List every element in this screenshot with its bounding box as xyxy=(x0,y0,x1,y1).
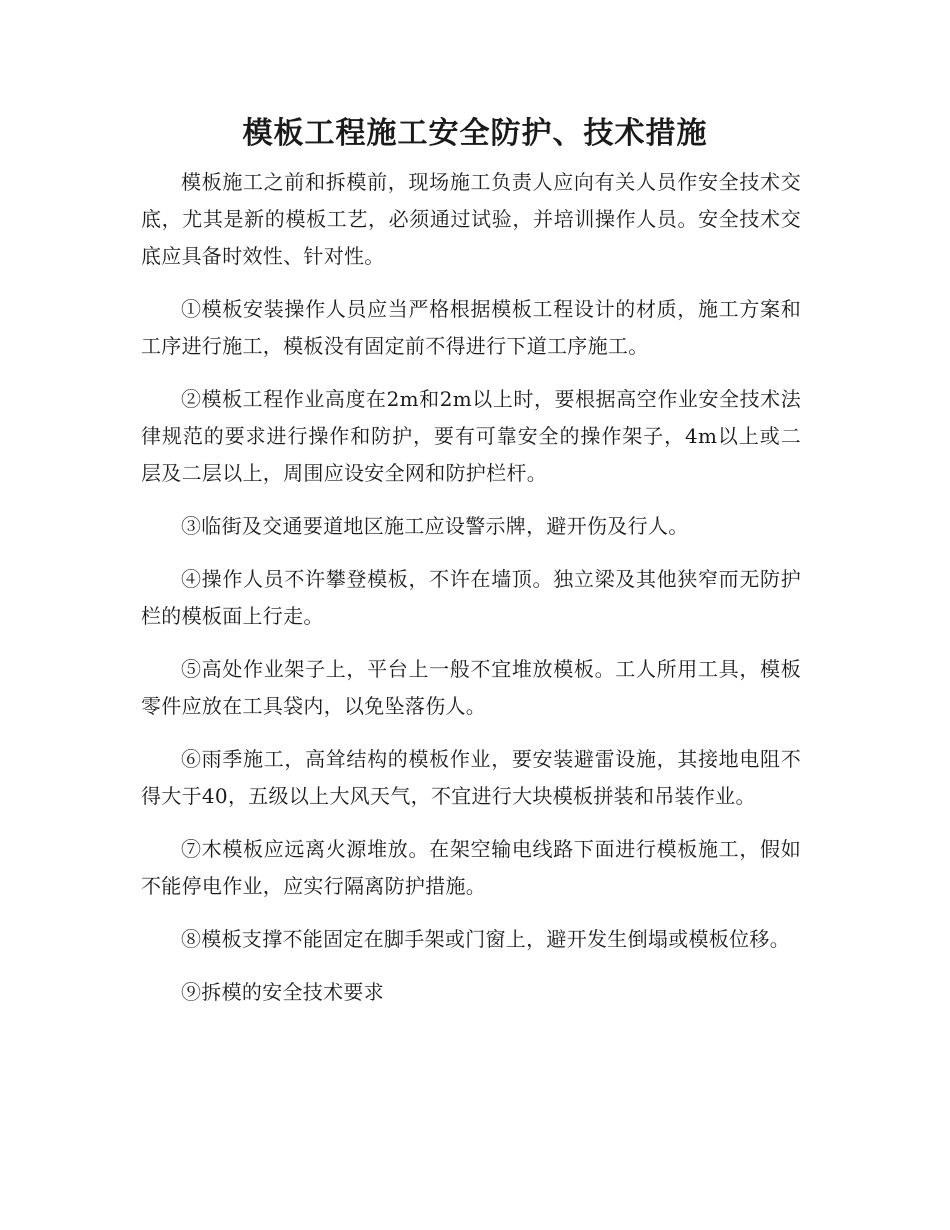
paragraph-item-3: ③临街及交通要道地区施工应设警示牌，避开伤及行人。 xyxy=(181,514,689,538)
paragraph-intro: 模板施工之前和拆模前，现场施工负责人应向有关人员作安全技术交底，尤其是新的模板工艺，必须通过试验，并培训操作人员。安全技术交底应具备时效性、针对性。 xyxy=(141,170,801,268)
paragraph-item-1: ①模板安装操作人员应当严格根据模板工程设计的材质，施工方案和工序进行施工，模板没有固定前不得进行下道工序施工。 xyxy=(141,297,801,358)
document-body xyxy=(141,164,801,1027)
paragraph-item-7: ⑦木模板应远离火源堆放。在架空输电线路下面进行模板施工，假如不能停电作业，应实行隔离防护措施。 xyxy=(141,837,801,898)
paragraph-item-9: ⑨拆模的安全技术要求 xyxy=(181,980,384,1004)
paragraph-item-5: ⑤高处作业架子上，平台上一般不宜堆放模板。工人所用工具，模板零件应放在工具袋内，以免坠落伤人。 xyxy=(141,657,801,718)
paragraph-item-4: ④操作人员不许攀登模板，不许在墙顶。独立梁及其他狭窄而无防护栏的模板面上行走。 xyxy=(141,567,801,628)
paragraph-item-6: ⑥雨季施工，高耸结构的模板作业，要安装避雷设施，其接地电阻不得大于40，五级以上大风天气，不宜进行大块模板拼装和吊装作业。 xyxy=(141,747,801,808)
paragraph-item-8: ⑧模板支撑不能固定在脚手架或门窗上，避开发生倒塌或模板位移。 xyxy=(181,927,790,951)
document-title: 模板工程施工安全防护、技术措施 xyxy=(242,116,708,151)
paragraph-item-2: ②模板工程作业高度在2m和2m以上时，要根据高空作业安全技术法律规范的要求进行操作和防护，要有可靠安全的操作架子，4m以上或二层及二层以上，周围应设安全网和防护栏杆。 xyxy=(141,387,801,485)
